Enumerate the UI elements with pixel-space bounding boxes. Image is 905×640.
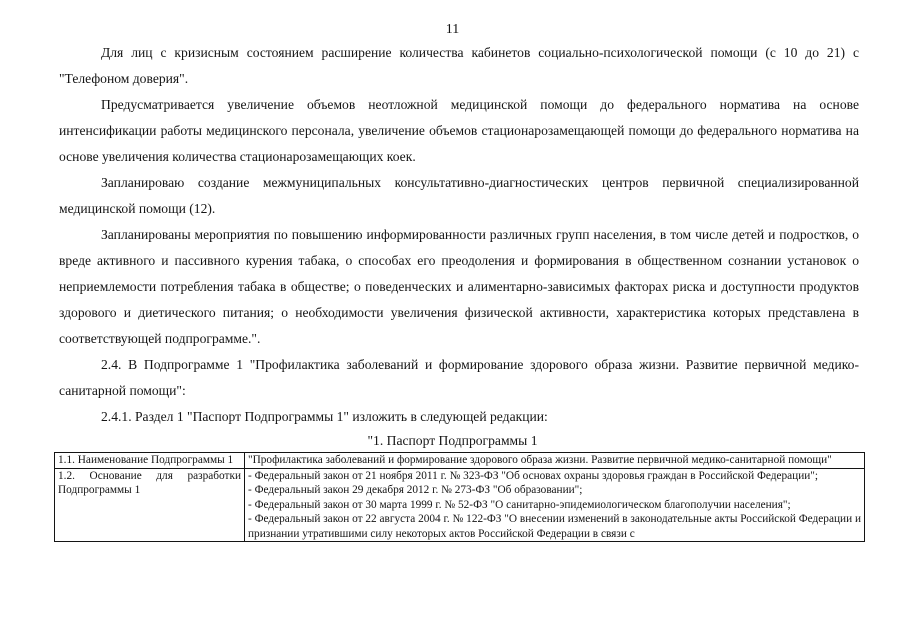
body-text (59, 40, 859, 430)
law-item: - Федеральный закон от 22 августа 2004 г. № 122-ФЗ "О внесении изменений в законодательные акты Российской Федерации и признании утратившими силу некоторых актов Российской Федерации в связи с (248, 513, 861, 540)
law-item: - Федеральный закон от 21 ноября 2011 г. № 323-ФЗ "Об основах охраны здоровья граждан в Российской Федерации"; (248, 469, 819, 482)
table-viewport (50, 452, 870, 592)
table-row (55, 468, 865, 542)
row-content-cell (245, 468, 865, 542)
passport-table (54, 452, 865, 542)
paragraph-diagnostic-centers: Запланироваю создание межмуниципальных консультативно-диагностических центров первичной специализированной медицинской помощи (12). (59, 175, 859, 216)
paragraph-section-1-passport: 2.4.1. Раздел 1 "Паспорт Подпрограммы 1" изложить в следующей редакции: (101, 409, 548, 424)
table-caption: "1. Паспорт Подпрограммы 1 (367, 433, 538, 448)
page-number: 11 (445, 22, 460, 37)
subprogram-name-text: "Профилактика заболеваний и формирование здорового образа жизни. Развитие первичной медико-санитарной помощи" (248, 454, 832, 466)
row-label-cell: 1.1. Наименование Подпрограммы 1 (55, 453, 245, 469)
table-row (55, 453, 865, 469)
paragraph-awareness-measures: Запланированы мероприятия по повышению информированности различных групп населения, в том числе детей и подростков, о вреде активного и пассивного курения табака, о способах его преодоления и формирования в общественном сознании установок о неприемлемости потребления табака в обществе; о поведенческих и алиментарно-зависимых факторах риска и доступности продуктов здорового и диетического питания; о необходимости увеличения физической активности, характеристика которых представлена в соответствующей подпрограмме.". (59, 227, 859, 346)
paragraph-crisis-rooms: Для лиц с кризисным состоянием расширение количества кабинетов социально-психологической помощи (с 10 до 21) с "Телефоном доверия". (59, 45, 859, 86)
paragraph-subprogram-1: 2.4. В Подпрограмме 1 "Профилактика заболеваний и формирование здорового образа жизни. Развитие первичной медико-санитарной помощи": (59, 357, 859, 398)
row-content-cell (245, 453, 865, 469)
law-item: - Федеральный закон от 30 марта 1999 г. № 52-ФЗ "О санитарно-эпидемиологическом благополучии населения"; (248, 498, 791, 511)
paragraph-emergency-care: Предусматривается увеличение объемов неотложной медицинской помощи до федерального норматива на основе интенсификации работы медицинского персонала, увеличение объемов стационарозамещающей помощи до федерального норматива на основе увеличения количества стационарозамещающих коек. (59, 97, 859, 164)
law-item: - Федеральный закон 29 декабря 2012 г. № 273-ФЗ "Об образовании"; (248, 484, 583, 496)
row-label-cell: 1.2. Основание для разработки Подпрограммы 1 (55, 468, 245, 542)
